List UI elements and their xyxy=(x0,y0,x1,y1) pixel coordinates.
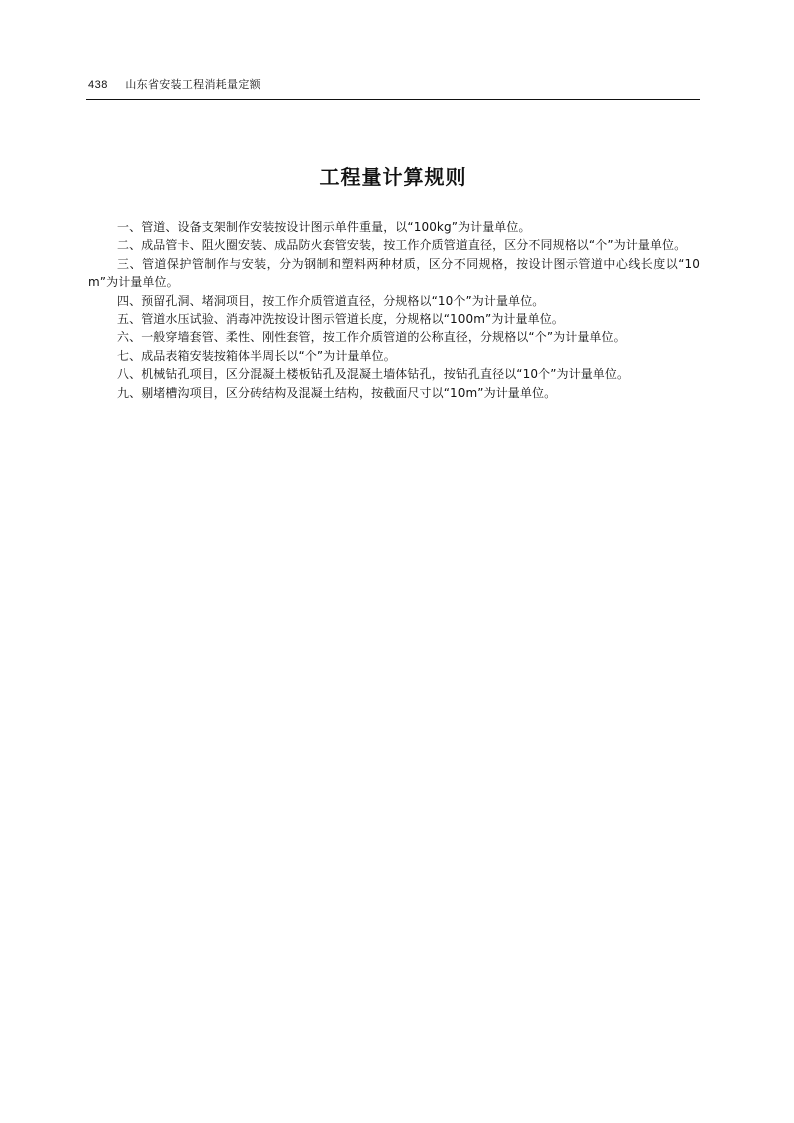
page-number: 438 xyxy=(88,79,108,91)
rule-item-5: 五、管道水压试验、消毒冲洗按设计图示管道长度，分规格以“100m”为计量单位。 xyxy=(117,312,564,327)
book-title: 山东省安装工程消耗量定额 xyxy=(125,78,261,91)
rule-item-2: 二、成品管卡、阻火圈安装、成品防火套管安装，按工作介质管道直径，区分不同规格以“个”为计量单位。 xyxy=(117,238,687,253)
rule-item-3: 三、管道保护管制作与安装，分为钢制和塑料两种材质，区分不同规格，按设计图示管道中心线长度以“10m”为计量单位。 xyxy=(88,256,700,290)
running-header xyxy=(88,77,700,93)
rule-item-7: 七、成品表箱安装按箱体半周长以“个”为计量单位。 xyxy=(117,348,396,363)
header-rule xyxy=(86,99,700,100)
rule-item-9: 九、剔堵槽沟项目，区分砖结构及混凝土结构，按截面尺寸以“10m”为计量单位。 xyxy=(117,385,557,400)
rule-item-4: 四、预留孔洞、堵洞项目，按工作介质管道直径，分规格以“10个”为计量单位。 xyxy=(117,293,545,308)
rule-item-8: 八、机械钻孔项目，区分混凝土楼板钻孔及混凝土墙体钻孔，按钻孔直径以“10个”为计量单位。 xyxy=(117,367,630,382)
section-title: 工程量计算规则 xyxy=(319,165,467,189)
rule-item-6: 六、一般穿墙套管、柔性、刚性套管，按工作介质管道的公称直径，分规格以“个”为计量单位。 xyxy=(117,330,626,345)
rule-item-1: 一、管道、设备支架制作安装按设计图示单件重量，以“100kg”为计量单位。 xyxy=(117,220,531,234)
rules-list xyxy=(88,218,700,402)
